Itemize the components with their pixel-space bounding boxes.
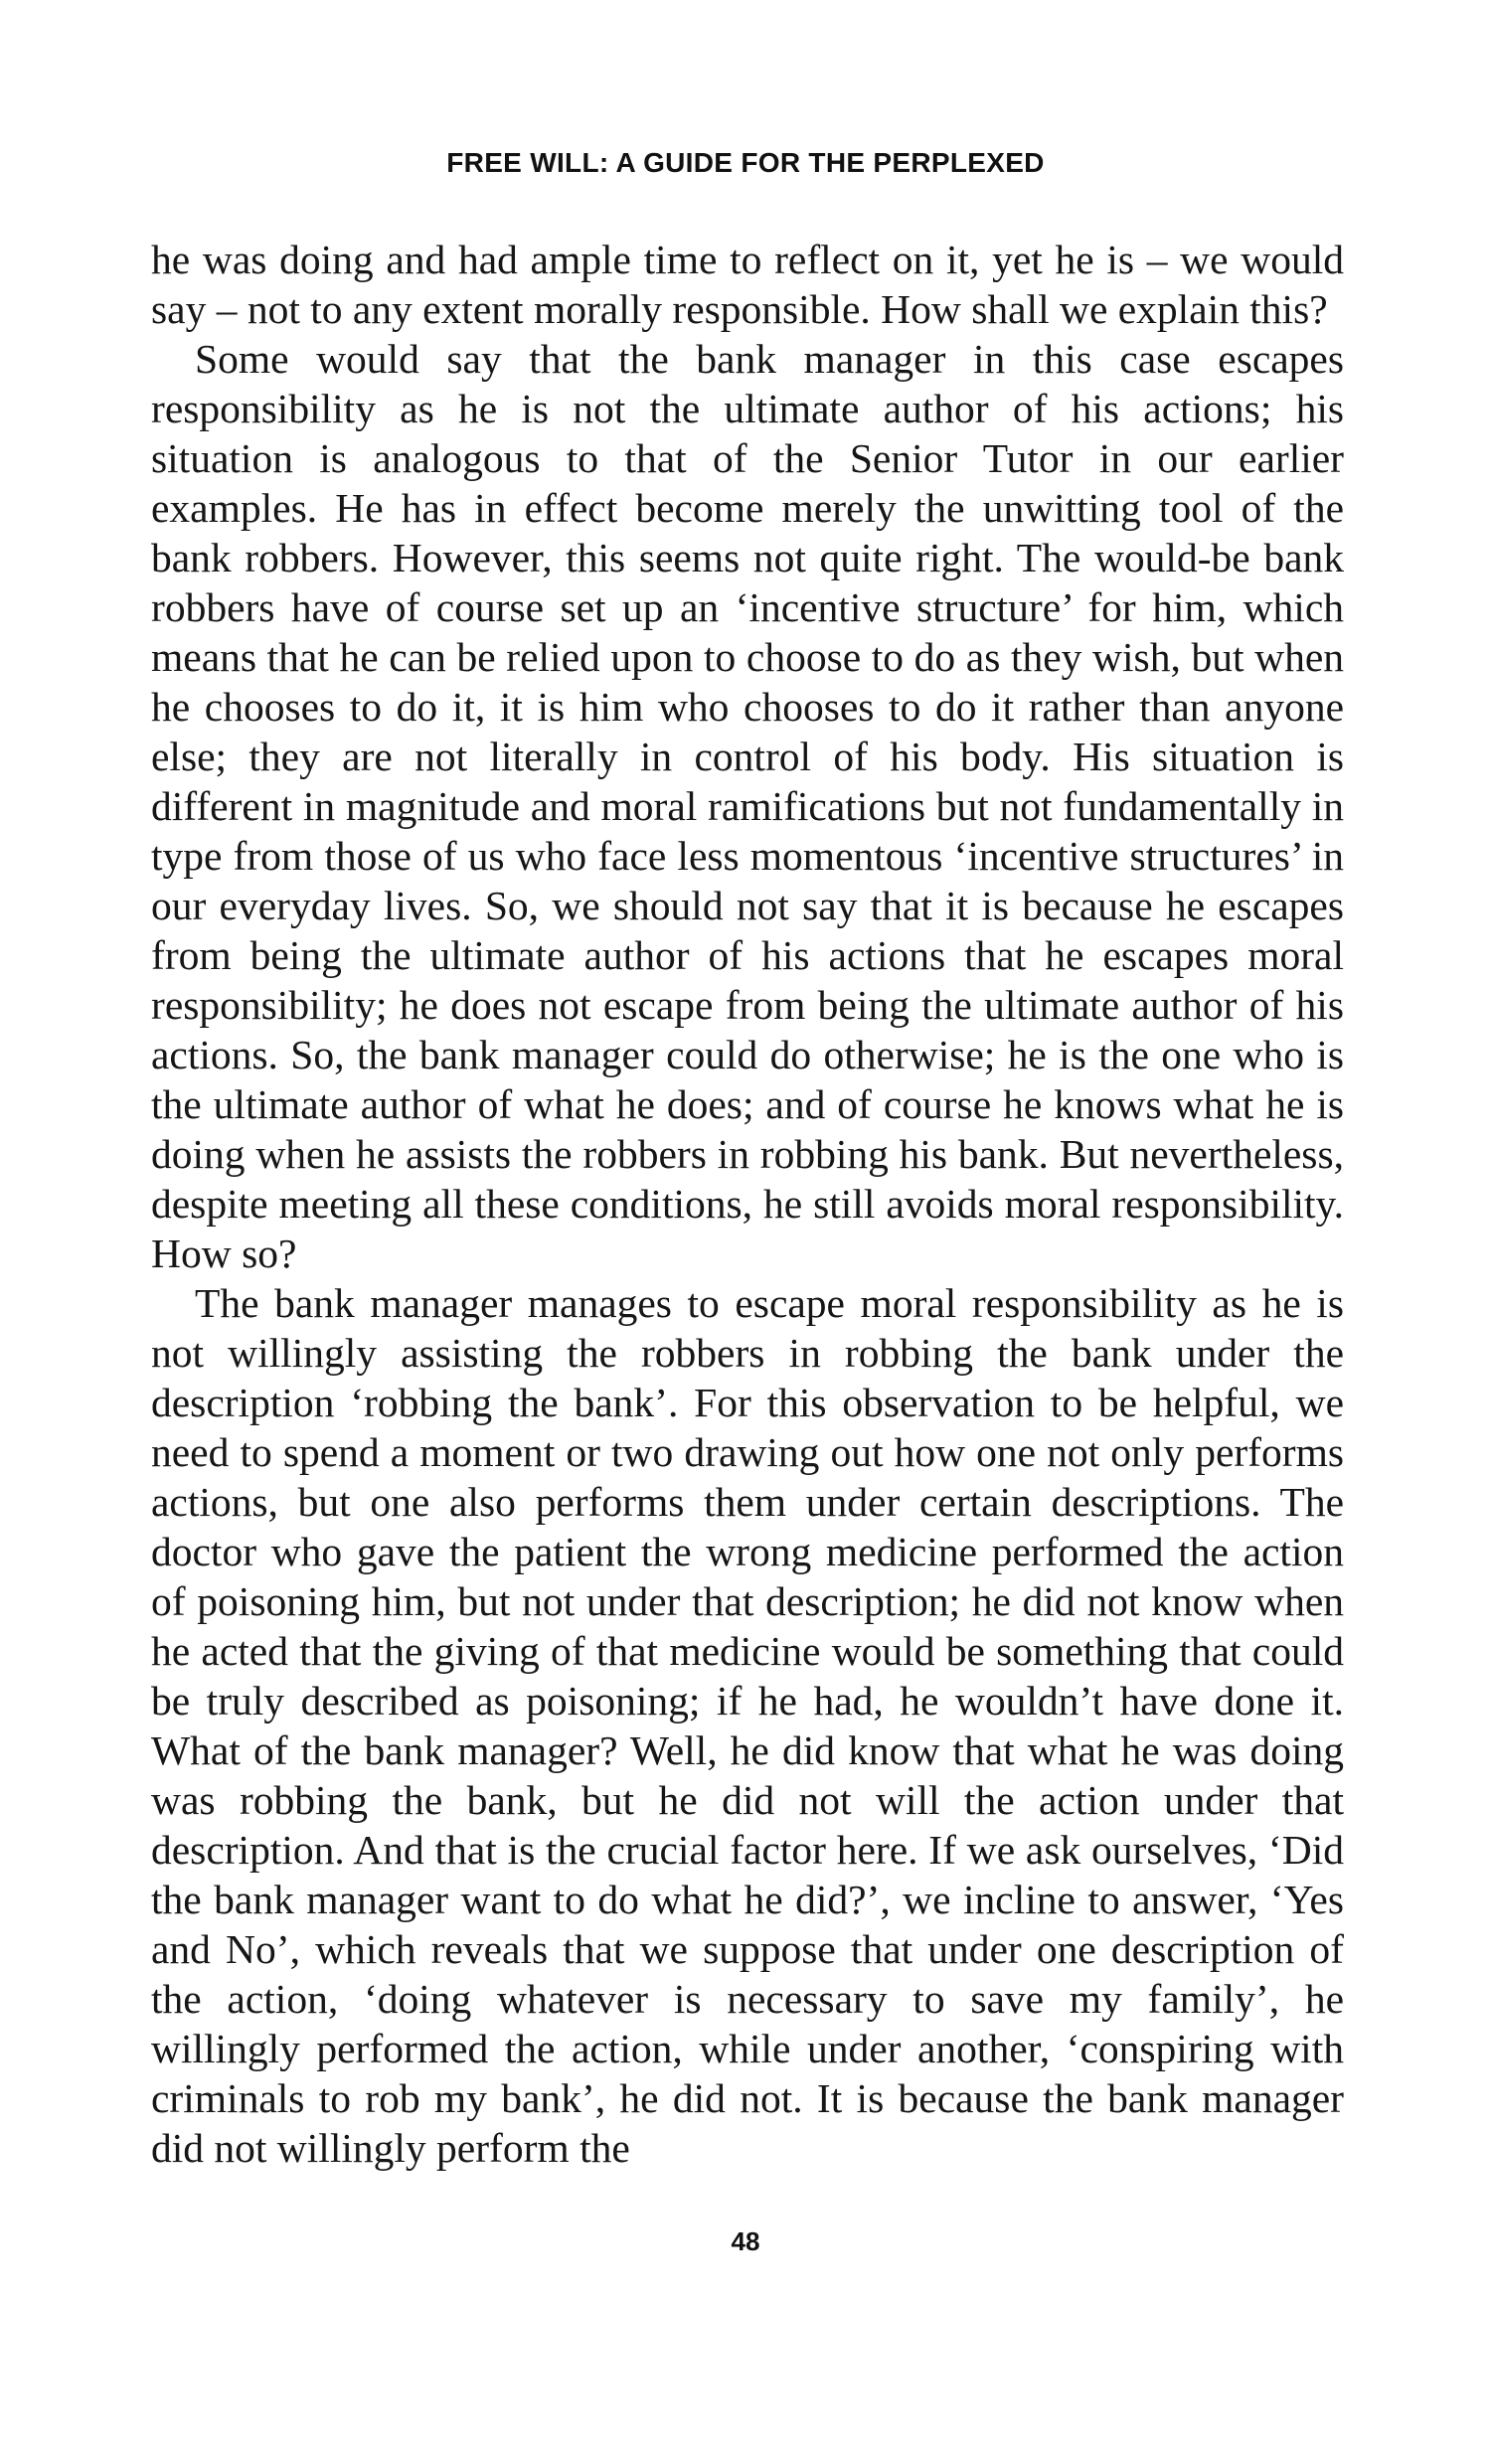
page-number: 48 — [731, 2226, 760, 2256]
paragraph-description: The bank manager manages to escape moral responsibility as he is not willingly assisting the robbers in robbing the bank under the description ‘robbing the bank’. For this observation to be helpful, we need to spend a moment or two drawing out how one not only performs actions, but one also performs them under certain descriptions. The doctor who gave the patient the wrong medicine performed the action of poisoning him, but not under that description; he did not know when he acted that the giving of that medicine would be something that could be truly described as poisoning; if he had, he wouldn’t have done it. What of the bank manager? Well, he did know that what he was doing was robbing the bank, but he did not will the action under that description. And that is the crucial factor here. If we ask ourselves, ‘Did the bank manager want to do what he did?’, we incline to answer, ‘Yes and No’, which reveals that we suppose that under one description of the action, ‘doing whatever is necessary to save my family’, he willingly performed the action, while under another, ‘conspiring with criminals to rob my bank’, he did not. It is because the bank manager did not willingly perform the — [151, 1280, 1344, 2171]
paragraph-continuation: he was doing and had ample time to reflect on it, yet he is – we would say – not to any extent morally responsible. How shall we explain this? — [151, 237, 1344, 332]
body-text — [151, 235, 1344, 2173]
running-head: FREE WILL: A GUIDE FOR THE PERPLEXED — [446, 147, 1045, 178]
paragraph-ultimate-author: Some would say that the bank manager in this case escapes responsibility as he is not the ultimate author of his actions; his situation is analogous to that of the Senior Tutor in our earlier examples. He has in effect become merely the unwitting tool of the bank robbers. However, this seems not quite right. The would-be bank robbers have of course set up an ‘incentive structure’ for him, which means that he can be relied upon to choose to do as they wish, but when he chooses to do it, it is him who chooses to do it rather than anyone else; they are not literally in control of his body. His situation is different in magnitude and moral ramifications but not fundamentally in type from those of us who face less momentous ‘incentive structures’ in our everyday lives. So, we should not say that it is because he escapes from being the ultimate author of his actions that he escapes moral responsibility; he does not escape from being the ultimate author of his actions. So, the bank manager could do otherwise; he is the one who is the ultimate author of what he does; and of course he knows what he is doing when he assists the robbers in robbing his bank. But nevertheless, despite meeting all these conditions, he still avoids moral responsibility. How so? — [151, 336, 1344, 1276]
